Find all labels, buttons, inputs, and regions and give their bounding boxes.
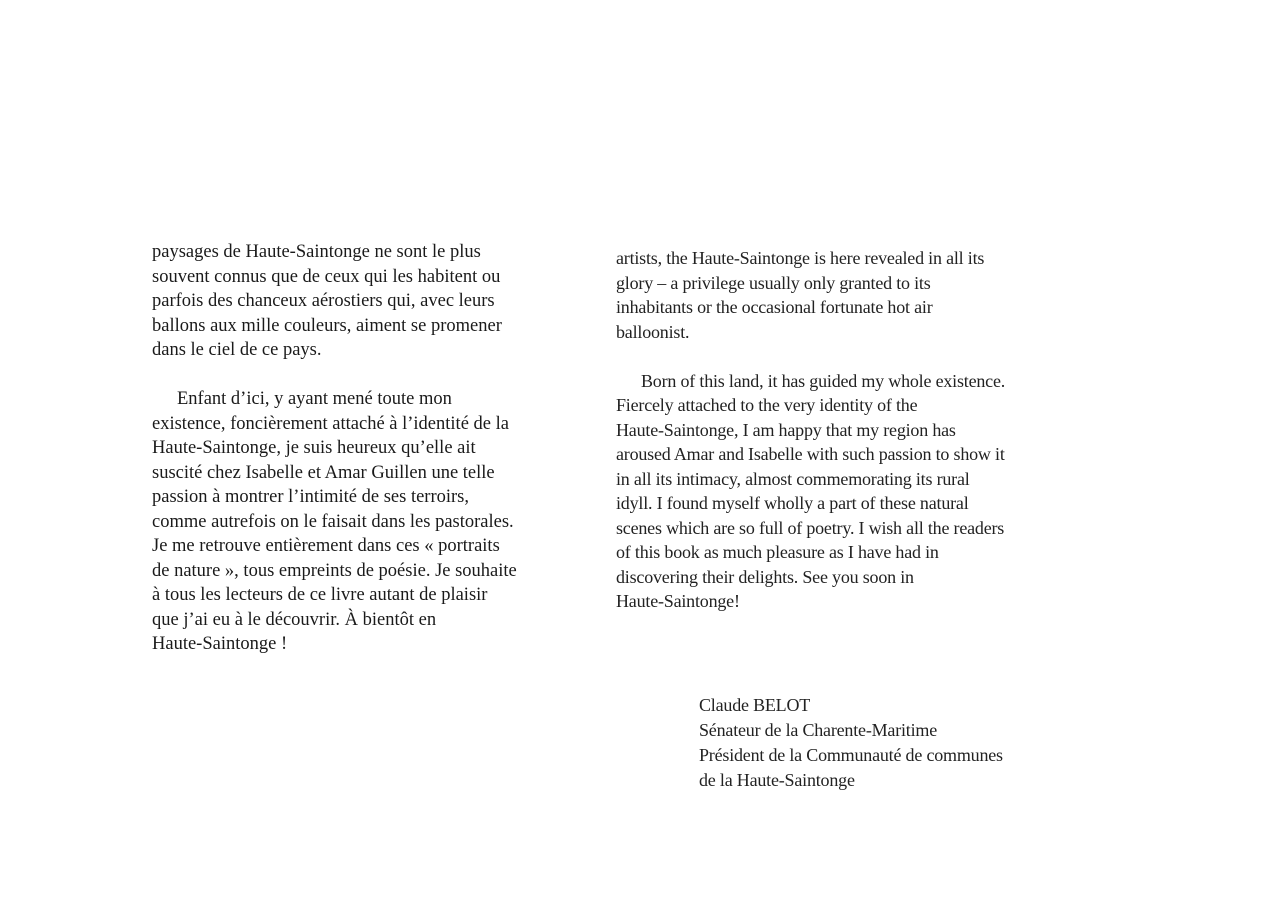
signatory-name: Claude BELOT: [699, 695, 811, 715]
french-paragraph-2: [152, 387, 517, 657]
text-line: Born of this land, it has guided my whole existence.: [641, 370, 1006, 391]
text-line: passion à montrer l’intimité de ses terroirs,: [152, 487, 469, 507]
text-line: paysages de Haute-Saintonge ne sont le plus: [152, 242, 481, 262]
english-paragraph-1: [616, 246, 1005, 344]
text-line: suscité chez Isabelle et Amar Guillen une telle: [152, 462, 495, 483]
text-line: Fiercely attached to the very identity of the: [616, 395, 918, 415]
text-line: of this book as much pleasure as I have had in: [616, 542, 939, 562]
signature-block: [699, 693, 1003, 793]
signatory-title: Président de la Communauté de communes: [699, 745, 1003, 765]
text-line: Je me retrouve entièrement dans ces « portraits: [152, 536, 500, 556]
paragraph-gap: [152, 363, 517, 388]
text-line: aroused Amar and Isabelle with such passion to show it: [616, 444, 1005, 464]
french-paragraph-1: [152, 240, 517, 363]
text-line: Haute-Saintonge!: [616, 591, 740, 611]
text-line: artists, the Haute-Saintonge is here revealed in all its: [616, 248, 985, 268]
signatory-title: de la Haute-Saintonge: [699, 770, 855, 790]
text-line: Haute-Saintonge, I am happy that my region has: [616, 419, 956, 440]
text-line: Haute-Saintonge, je suis heureux qu’elle ait: [152, 438, 476, 458]
text-line: ballons aux mille couleurs, aiment se promener: [152, 315, 502, 336]
text-line: à tous les lecteurs de ce livre autant de plaisir: [152, 585, 488, 605]
text-line: glory – a privilege usually only granted to its: [616, 272, 931, 293]
signatory-title: Sénateur de la Charente-Maritime: [699, 720, 937, 740]
text-line: existence, foncièrement attaché à l’identité de la: [152, 413, 509, 434]
text-line: inhabitants or the occasional fortunate hot air: [616, 297, 933, 317]
text-line: dans le ciel de ce pays.: [152, 340, 322, 360]
text-line: comme autrefois on le faisait dans les pastorales.: [152, 511, 514, 532]
text-line: Haute-Saintonge !: [152, 634, 288, 654]
french-text-column: [152, 240, 517, 657]
text-line: parfois des chanceux aérostiers qui, avec leurs: [152, 291, 495, 311]
paragraph-gap: [616, 344, 1005, 369]
text-line: Enfant d’ici, y ayant mené toute mon: [177, 389, 452, 409]
english-paragraph-2: [616, 369, 1005, 614]
text-line: scenes which are so full of poetry. I wish all the readers: [616, 517, 1005, 538]
text-line: que j’ai eu à le découvrir. À bientôt en: [152, 609, 437, 630]
text-line: de nature », tous empreints de poésie. Je souhaite: [152, 560, 517, 581]
text-line: idyll. I found myself wholly a part of these natural: [616, 493, 969, 513]
text-line: souvent connus que de ceux qui les habitent ou: [152, 266, 501, 287]
text-line: discovering their delights. See you soon in: [616, 566, 914, 587]
text-line: in all its intimacy, almost commemorating its rural: [616, 468, 970, 489]
text-line: balloonist.: [616, 321, 690, 342]
english-text-column: [616, 246, 1005, 614]
